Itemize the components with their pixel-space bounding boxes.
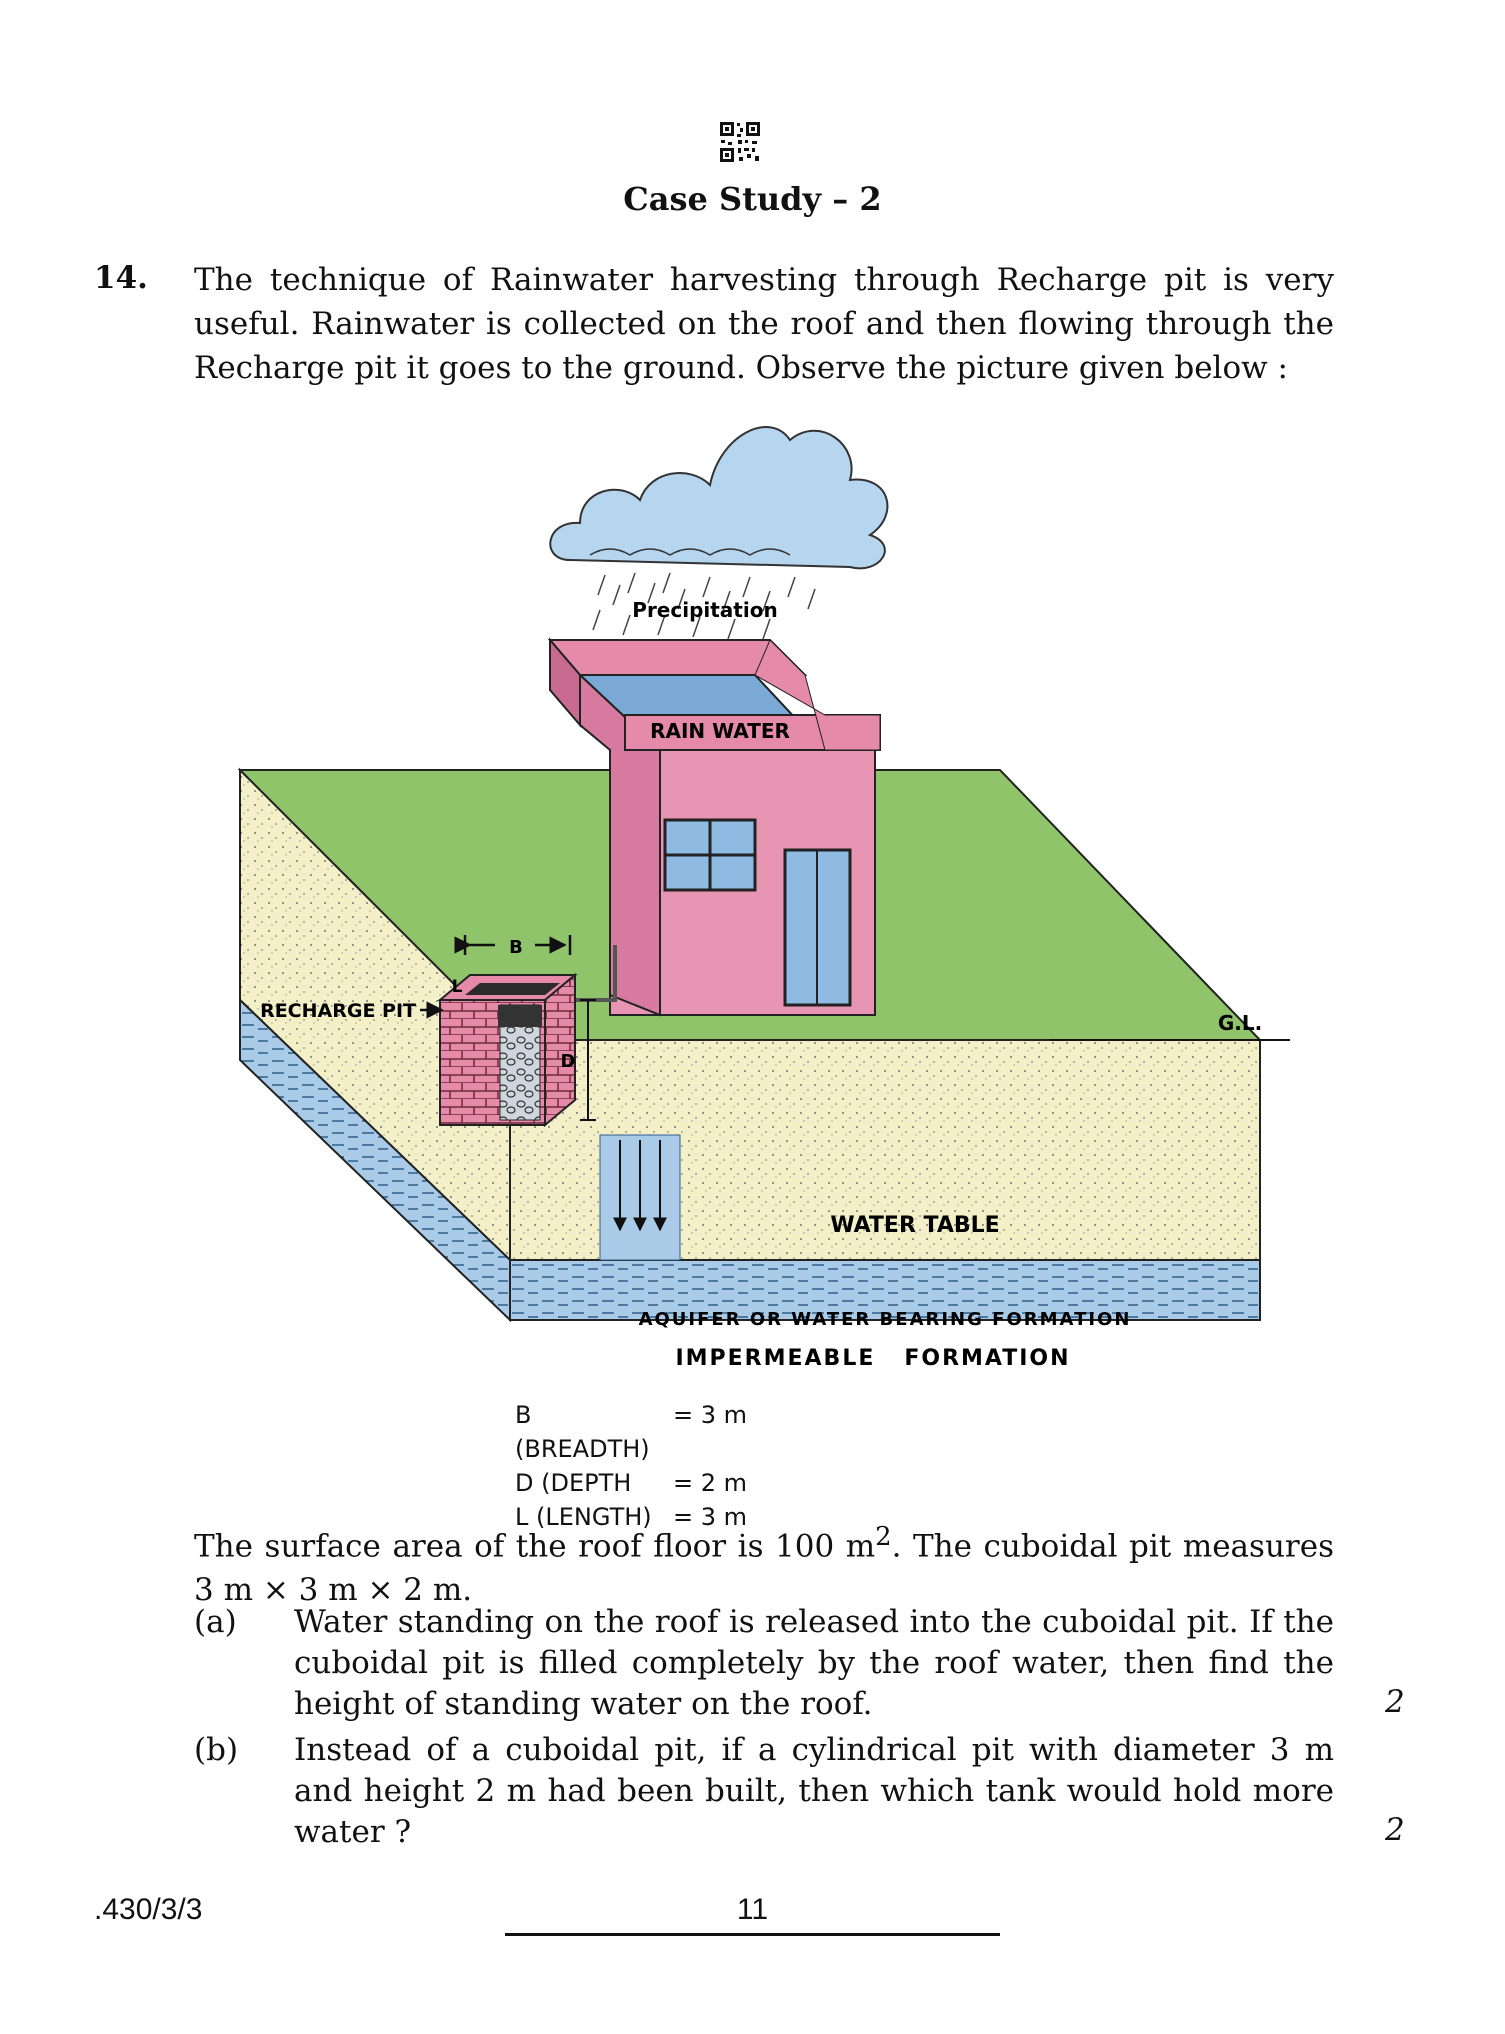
label-recharge-pit: RECHARGE PIT: [260, 1000, 416, 1022]
subquestion-text: Instead of a cuboidal pit, if a cylindrical pit with diameter 3 m and height 2 m had been built, then which tank would hold more water ?: [294, 1732, 1334, 1850]
label-water-table: WATER TABLE: [830, 1213, 1000, 1238]
recharge-pit-diagram: [210, 395, 1310, 1371]
label-depth: D: [560, 1051, 576, 1072]
paper-code: .430/3/3: [94, 1893, 203, 1926]
question-intro: The technique of Rainwater harvesting through Recharge pit is very useful. Rainwater is collected on the roof and then flowing through the Recharge pit it goes to the ground. Observe the picture given below :: [194, 262, 1334, 386]
question-number: 14.: [94, 260, 148, 296]
label-aquifer: AQUIFER OR WATER BEARING FORMATION: [638, 1309, 1132, 1330]
dimension-legend: [515, 1398, 747, 1534]
dimension-row: L (LENGTH) = 3 m: [515, 1503, 748, 1531]
subquestion-b: [194, 1730, 1334, 1860]
page-number: 11: [736, 1893, 769, 1926]
page-number-underline: [505, 1933, 1000, 1936]
label-impermeable-formation: IMPERMEABLE FORMATION: [675, 1346, 1071, 1371]
recharge-pit: [440, 975, 575, 1125]
label-ground-level: G.L.: [1217, 1011, 1263, 1035]
qr-code-icon: [718, 120, 762, 164]
label-length: L: [451, 977, 463, 997]
surface-area-statement: The surface area of the roof floor is 100 $m^2$. The cuboidal pit measures 3 m × 3 m × 2 m.: [194, 1522, 1334, 1609]
subquestion-label: (a): [194, 1604, 237, 1640]
subquestion-a: [194, 1602, 1334, 1732]
subquestion-text: Water standing on the roof is released into the cuboidal pit. If the cuboidal pit is filled completely by the roof water, then find the height of standing water on the roof.: [294, 1604, 1334, 1722]
label-precipitation: Precipitation: [632, 598, 778, 622]
dimension-row: D (DEPTH = 2 m: [515, 1469, 748, 1497]
subquestion-label: (b): [194, 1732, 239, 1768]
marks-a: 2: [1385, 1684, 1405, 1720]
label-breadth: B: [509, 937, 523, 958]
case-study-title: Case Study – 2: [623, 180, 882, 218]
label-rain-water: RAIN WATER: [650, 719, 790, 743]
dimension-row: B (BREADTH) = 3 m: [515, 1401, 748, 1463]
marks-b: 2: [1385, 1812, 1405, 1848]
